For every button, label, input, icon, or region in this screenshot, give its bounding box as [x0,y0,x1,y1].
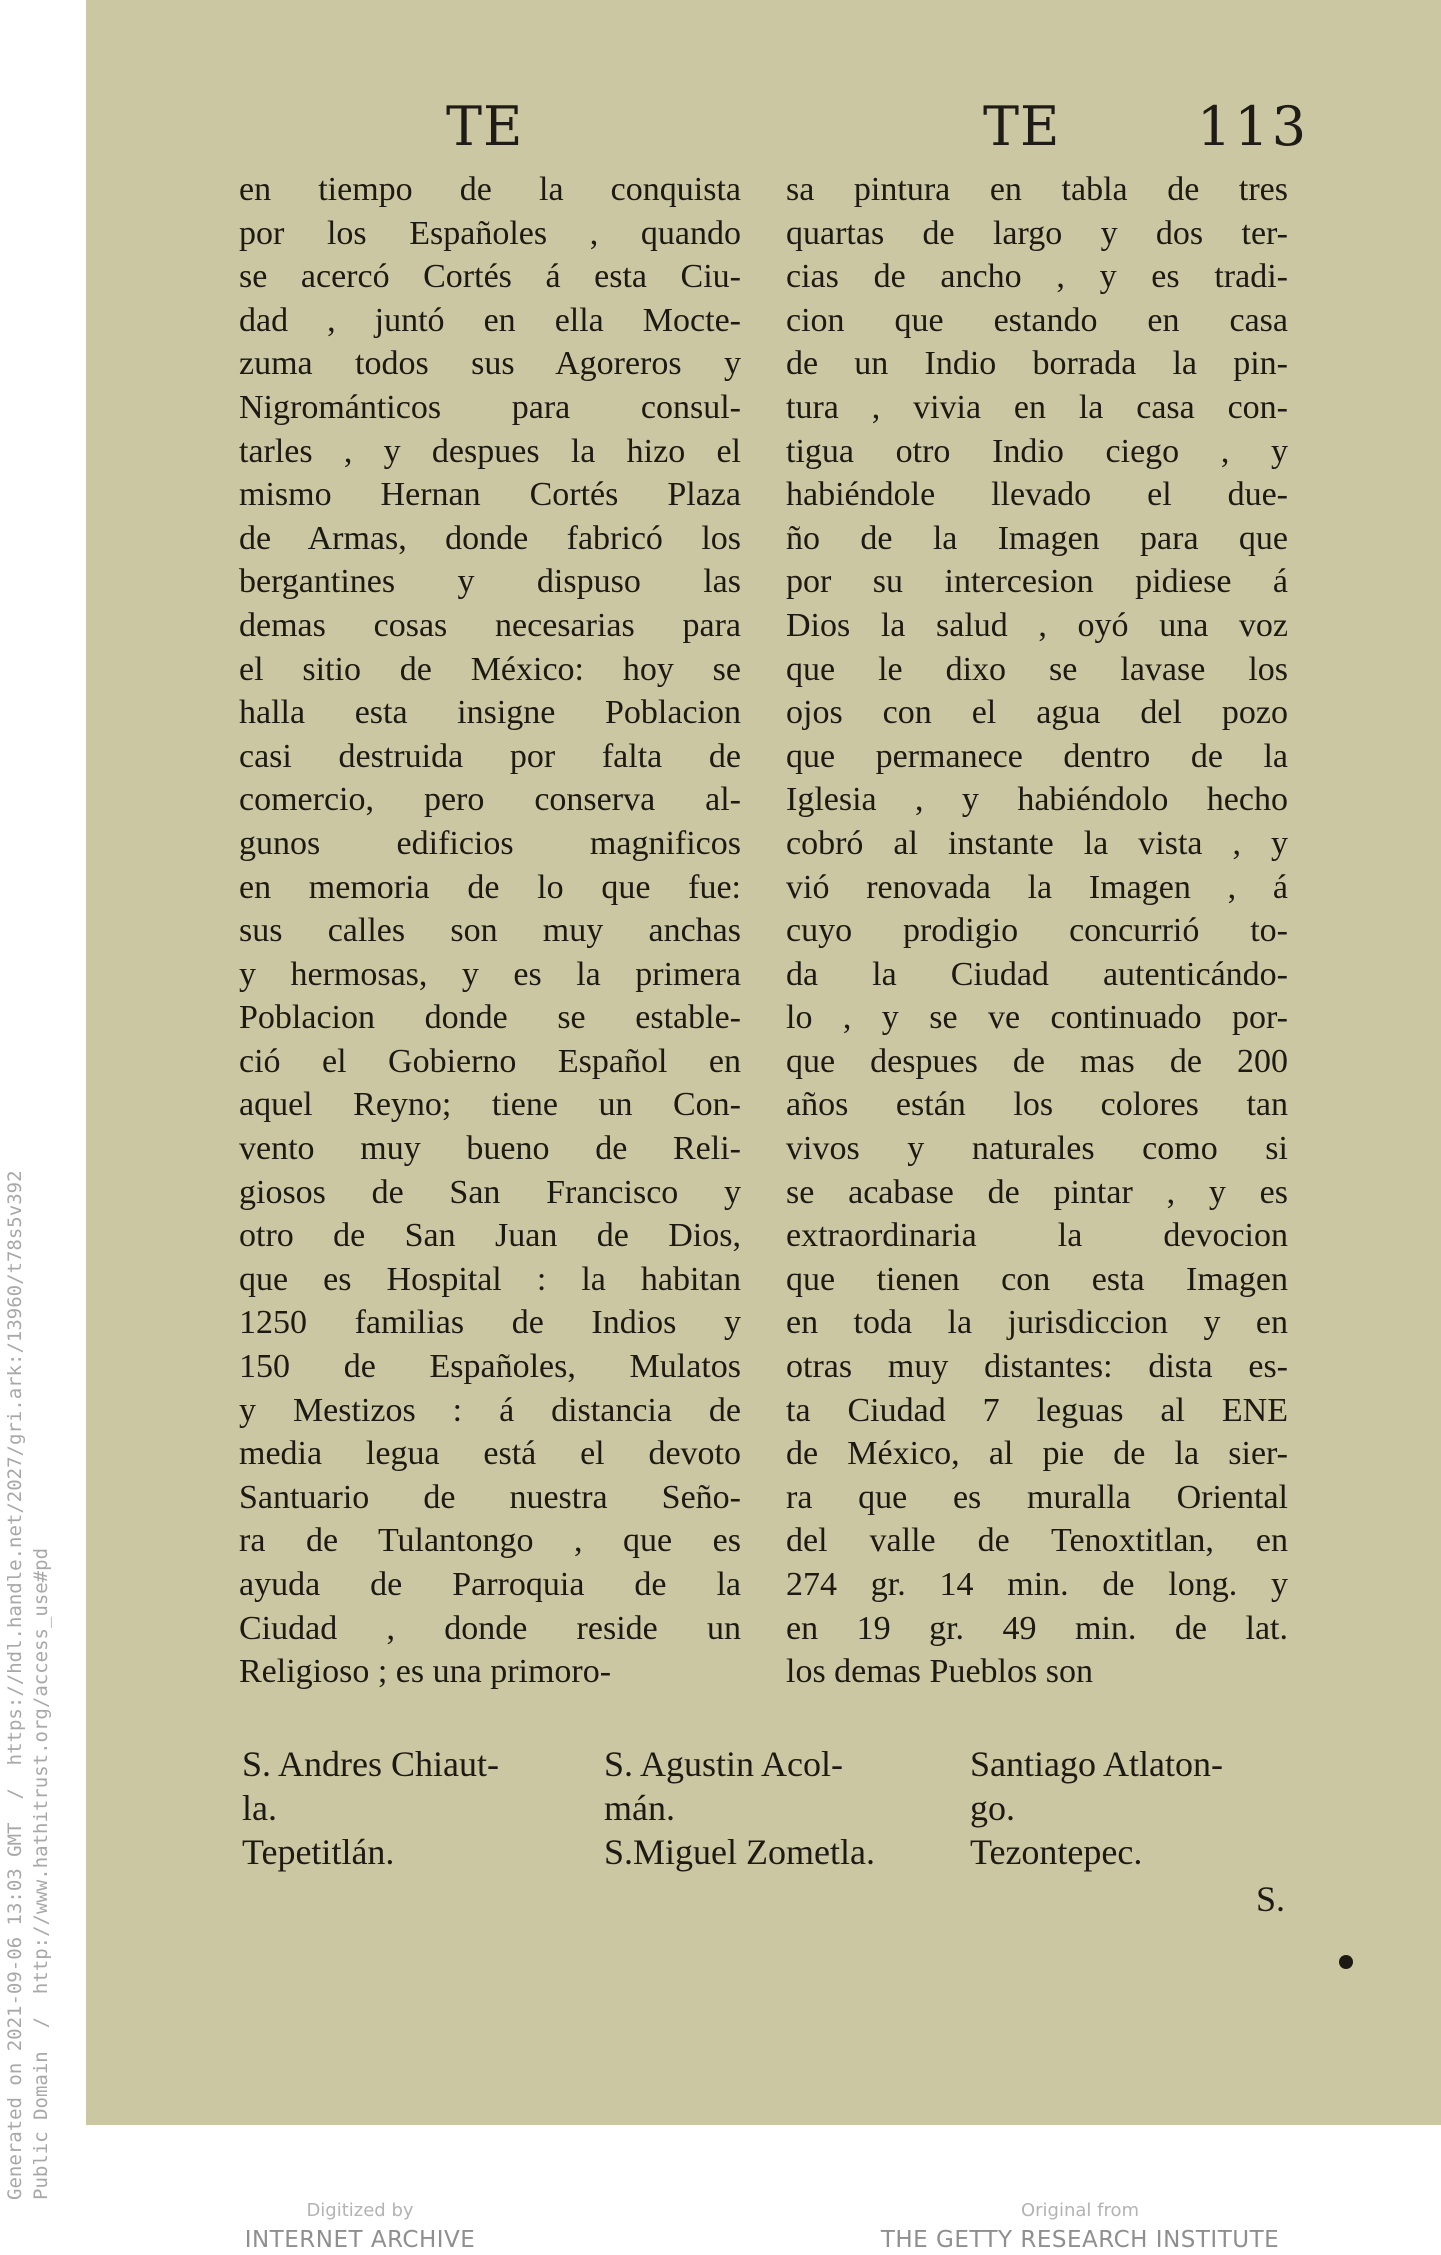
place-line: Tezontepec. [970,1832,1143,1872]
scanned-page [86,0,1441,2125]
place-line: S.Miguel Zometla. [604,1832,875,1872]
text-line: ojos con el agua del pozo [786,694,1288,732]
text-line: Santuario de nuestra Seño- [239,1478,741,1516]
text-line: 274 gr. 14 min. de long. y [786,1566,1288,1603]
text-line: vento muy bueno de Reli- [239,1130,741,1168]
place-entry [242,1830,394,1874]
text-line: de un Indio borrada la pin- [786,345,1288,383]
text-line: Iglesia , y habiéndolo hecho [786,781,1288,819]
footer-label: Original from [1020,2200,1140,2221]
place-entry [242,1742,499,1830]
running-head-left: TE [446,95,524,158]
footer-original-from [880,2200,1280,2253]
place-line: S. Agustin Acol- [604,1744,844,1784]
footer-digitized-by [230,2200,490,2253]
text-line: dad , juntó en ella Mocte- [239,301,741,339]
place-line: mán. [604,1788,675,1828]
text-line: en toda la jurisdiccion y en [786,1304,1288,1342]
text-line: ció el Gobierno Español en [239,1042,741,1080]
left-text-column [239,168,741,1694]
text-line: que es Hospital : la habitan [239,1260,741,1298]
text-line: ra de Tulantongo , que es [239,1522,741,1560]
place-line: la. [242,1788,277,1828]
generation-note-line-1: Generated on 2021-09-06 13:03 GMT / https://hdl.handle.net/2027/gri.ark:/13960/t78s5v392 [4,1170,26,2200]
page-number: 113 [1197,95,1310,158]
text-line: por los Españoles , quando [239,214,741,252]
text-line: tigua otro Indio ciego , y [786,432,1288,470]
text-line: mismo Hernan Cortés Plaza [239,476,741,514]
text-line: lo , y se ve continuado por- [786,999,1288,1037]
place-entry [970,1742,1223,1830]
text-line: tarles , y despues la hizo el [239,432,741,470]
text-line: habiéndole llevado el due- [786,476,1288,514]
text-line: que despues de mas de 200 [786,1042,1288,1080]
text-line: otro de San Juan de Dios, [239,1217,741,1255]
text-line: vió renovada la Imagen , á [786,868,1288,906]
text-line: que tienen con esta Imagen [786,1260,1288,1298]
text-line: aquel Reyno; tiene un Con- [239,1086,741,1124]
text-line: Dios la salud , oyó una voz [786,606,1288,644]
text-line: bergantines y dispuso las [239,563,741,601]
text-line: se acabase de pintar , y es [786,1173,1288,1211]
text-line: Ciudad , donde reside un [239,1609,741,1647]
text-line: de Armas, donde fabricó los [239,519,741,557]
text-line: ta Ciudad 7 leguas al ENE [786,1391,1288,1429]
text-line: cias de ancho , y es tradi- [786,258,1288,296]
text-line: vivos y naturales como si [786,1130,1288,1168]
place-line: Santiago Atlaton- [970,1744,1223,1784]
text-line: gunos edificios magnificos [239,824,741,862]
footer-source: INTERNET ARCHIVE [244,2227,476,2253]
text-line: sus calles son muy anchas [239,912,741,950]
ink-dot [1339,1955,1353,1969]
text-line: que permanece dentro de la [786,737,1288,775]
text-line: en memoria de lo que fue: [239,868,741,906]
margin-strip [0,0,86,2255]
text-line: en 19 gr. 49 min. de lat. [786,1609,1288,1647]
place-line: go. [970,1788,1015,1828]
text-line: giosos de San Francisco y [239,1173,741,1211]
catchword: S. [1256,1879,1286,1919]
text-line: cuyo prodigio concurrió to- [786,912,1288,950]
right-text-column [786,168,1288,1694]
text-line: ayuda de Parroquia de la [239,1566,741,1603]
text-line: halla esta insigne Poblacion [239,694,741,732]
place-line: S. Andres Chiaut- [242,1744,499,1784]
text-line: da la Ciudad autenticándo- [786,955,1288,993]
text-line: por su intercesion pidiese á [786,563,1288,601]
place-entry [604,1742,843,1830]
text-line: ño de la Imagen para que [786,519,1288,557]
text-line: y hermosas, y es la primera [239,955,741,993]
text-line: Poblacion donde se estable- [239,999,741,1037]
footer-source: THE GETTY RESEARCH INSTITUTE [880,2227,1280,2253]
generation-note [2,1080,54,2200]
text-line: años están los colores tan [786,1086,1288,1124]
text-line: del valle de Tenoxtitlan, en [786,1522,1288,1560]
text-line: se acercó Cortés á esta Ciu- [239,258,741,296]
text-line: otras muy distantes: dista es- [786,1348,1288,1386]
text-line: en tiempo de la conquista [239,171,741,208]
place-entry [970,1830,1142,1874]
running-head-right: TE [983,95,1061,158]
text-line: sa pintura en tabla de tres [786,171,1288,208]
text-line: comercio, pero conserva al- [239,781,741,819]
text-line: los demas Pueblos son [786,1653,1093,1691]
text-line: 1250 familias de Indios y [239,1304,741,1342]
text-line: ra que es muralla Oriental [786,1478,1288,1516]
text-line: media legua está el devoto [239,1435,741,1473]
text-line: 150 de Españoles, Mulatos [239,1348,741,1386]
text-line: casi destruida por falta de [239,737,741,775]
text-line: cion que estando en casa [786,301,1288,339]
text-line: que le dixo se lavase los [786,650,1288,688]
text-line: Religioso ; es una primoro- [239,1653,612,1691]
text-line: extraordinaria la devocion [786,1217,1288,1255]
text-line: quartas de largo y dos ter- [786,214,1288,252]
place-entry [604,1830,875,1874]
text-line: demas cosas necesarias para [239,606,741,644]
footer-label: Digitized by [306,2200,414,2221]
text-line: el sitio de México: hoy se [239,650,741,688]
text-line: Nigrománticos para consul- [239,388,741,426]
text-line: zuma todos sus Agoreros y [239,345,741,383]
text-line: tura , vivia en la casa con- [786,388,1288,426]
text-line: de México, al pie de la sier- [786,1435,1288,1473]
place-line: Tepetitlán. [242,1832,395,1872]
text-line: y Mestizos : á distancia de [239,1391,741,1429]
generation-note-line-2: Public Domain / http://www.hathitrust.org/access_use#pd [30,1547,52,2200]
text-line: cobró al instante la vista , y [786,824,1288,862]
